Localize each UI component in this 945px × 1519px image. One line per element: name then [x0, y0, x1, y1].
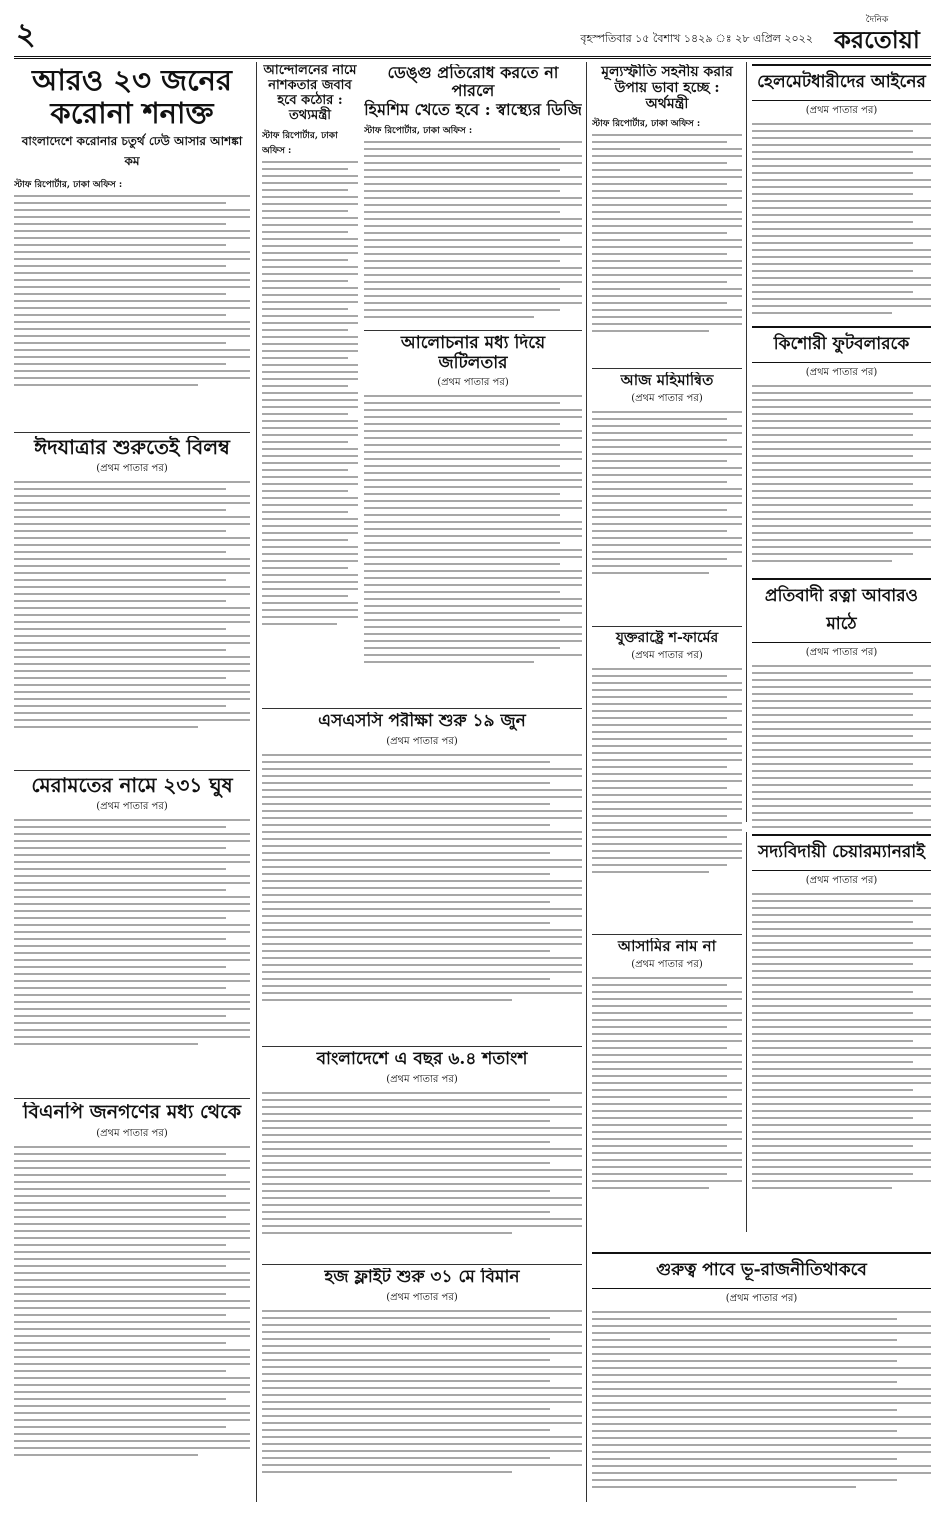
section-rule: [262, 1046, 582, 1047]
date-line: বৃহস্পতিবার ১৫ বৈশাখ ১৪২৯ ঃ ২৮ এপ্রিল ২০২২: [580, 32, 813, 45]
headline: মূল্যস্ফীতি সহনীয় করার উপায় ভাবা হচ্ছে : অর্থমন্ত্রী: [601, 64, 733, 113]
continued-note: (প্রথম পাতার পর): [386, 1291, 458, 1303]
logo-small-text: দৈনিক: [865, 15, 889, 25]
story-repair: [14, 774, 250, 1094]
body-text: [14, 195, 250, 386]
continued-note: (প্রথম পাতার পর): [805, 647, 878, 658]
body-text: [592, 977, 742, 1189]
body-text: [14, 1146, 250, 1456]
story-kishori: [752, 326, 931, 572]
headline: আন্দোলনের নামে নাশকতার জবাব হবে কঠোর : তথ্যমন্ত্রী: [263, 64, 357, 123]
story-mahimanvit: [592, 372, 742, 622]
body-text: [262, 1092, 582, 1234]
body-text: [364, 141, 582, 318]
logo-title: করতোয়া: [834, 25, 920, 54]
byline: স্টাফ রিপোর্টার, ঢাকা অফিস :: [262, 130, 338, 156]
section-rule: [14, 770, 250, 771]
continued-note: (প্রথম পাতার পর): [631, 959, 703, 971]
body-text: [752, 665, 931, 828]
story-protibadi: [752, 578, 931, 828]
body-text: [262, 1310, 582, 1473]
body-text: [592, 411, 742, 574]
story-usa: [592, 630, 742, 930]
byline: স্টাফ রিপোর্টার, ঢাকা অফিস :: [14, 179, 123, 190]
story-ssc: [262, 712, 582, 1042]
section-rule: [14, 1098, 250, 1099]
headline: মেরামতের নামে ২৩১ ঘুষ: [31, 774, 233, 797]
body-text: [592, 1311, 931, 1488]
story-inflation: [592, 64, 742, 364]
continued-note: (প্রথম পাতার পর): [96, 801, 168, 812]
continued-note: (প্রথম পাতার পর): [437, 377, 509, 389]
byline: স্টাফ রিপোর্টার, ঢাকা অফিস :: [364, 126, 473, 137]
continued-note: (প্রথম পাতার পর): [805, 875, 878, 886]
story-geopolitics: [592, 1252, 931, 1504]
continued-note: (প্রথম পাতার পর): [386, 735, 458, 747]
headline: করোনা শনাক্ত: [50, 96, 214, 131]
headline: হিমশিম খেতে হবে : স্বাস্থ্যের ডিজি: [364, 99, 582, 119]
section-rule: [262, 708, 582, 709]
body-text: [262, 754, 582, 1001]
newspaper-logo: [823, 12, 931, 54]
section-rule: [592, 368, 742, 369]
continued-note: (প্রথম পাতার পর): [631, 650, 703, 662]
body-text: [364, 395, 582, 663]
continued-note: (প্রথম পাতার পর): [805, 105, 878, 116]
subhead: বাংলাদেশে করোনার চতুর্থ ঢেউ আসার আশঙ্কা কম: [21, 133, 243, 168]
headline: বাংলাদেশে এ বছর ৬.৪ শতাংশ: [316, 1050, 528, 1069]
headline: আলোচনার মধ্য দিয়ে জটিলতার: [400, 334, 546, 373]
story-corona: [14, 64, 250, 434]
story-dengue: [364, 64, 582, 324]
continued-note: (প্রথম পাতার পর): [96, 1127, 168, 1139]
headline: আজ মহিমান্বিত: [620, 372, 714, 389]
story-hajj: [262, 1268, 582, 1502]
body-text: [752, 123, 931, 314]
story-eid: [14, 436, 250, 766]
body-text: [14, 481, 250, 728]
continued-note: (প্রথম পাতার পর): [631, 393, 703, 405]
body-text: [592, 668, 742, 873]
story-movement: [262, 64, 358, 704]
story-discussion: [364, 334, 582, 704]
column-rule: [746, 62, 747, 822]
headline: হজ ফ্লাইট শুরু ৩১ মে বিমান: [324, 1268, 520, 1287]
section-rule: [14, 432, 250, 433]
column-rule: [746, 832, 747, 1232]
story-growth: [262, 1050, 582, 1260]
byline: স্টাফ রিপোর্টার, ঢাকা অফিস :: [592, 119, 701, 130]
headline: গুরুত্ব পাবে ভূ-রাজনীতিথাকবে: [592, 1252, 931, 1289]
headline: সদ্যবিদায়ী চেয়ারম্যানরাই: [752, 834, 931, 871]
page-header: [14, 8, 931, 59]
continued-note: (প্রথম পাতার পর): [805, 367, 878, 378]
headline: আরও ২৩ জনের: [32, 64, 232, 97]
story-chairman: [752, 834, 931, 1234]
story-accused: [592, 938, 742, 1248]
headline: বিএনপি জনগণের মধ্য থেকে: [23, 1102, 241, 1123]
column-rule: [586, 62, 587, 1502]
body-text: [752, 893, 931, 1189]
section-rule: [364, 330, 582, 331]
story-helmet: [752, 64, 931, 320]
headline: যুক্তরাষ্ট্রে শ-ফার্মের: [615, 630, 719, 646]
headline: আসামির নাম না: [617, 938, 716, 955]
headline: প্রতিবাদী রত্না আবারও মাঠে: [752, 578, 931, 643]
body-text: [592, 134, 742, 332]
continued-note: (প্রথম পাতার পর): [725, 1293, 798, 1304]
story-bnp: [14, 1102, 250, 1502]
section-rule: [262, 1264, 582, 1265]
body-text: [14, 819, 250, 1045]
page-number: ২: [16, 17, 36, 52]
section-rule: [592, 626, 742, 627]
continued-note: (প্রথম পাতার পর): [386, 1073, 458, 1085]
body-text: [262, 161, 358, 625]
headline: এসএসসি পরীক্ষা শুরু ১৯ জুন: [318, 712, 526, 731]
section-rule: [592, 934, 742, 935]
continued-note: (প্রথম পাতার পর): [96, 463, 168, 474]
headline: কিশোরী ফুটবলারকে: [752, 326, 931, 363]
headline: ডেঙ্গু প্রতিরোধ করতে না পারলে: [387, 64, 559, 101]
headline: হেলমেটধারীদের আইনের: [752, 64, 931, 101]
body-text: [752, 385, 931, 562]
headline: ঈদযাত্রার শুরুতেই বিলম্ব: [34, 436, 230, 459]
column-rule: [256, 62, 257, 1502]
